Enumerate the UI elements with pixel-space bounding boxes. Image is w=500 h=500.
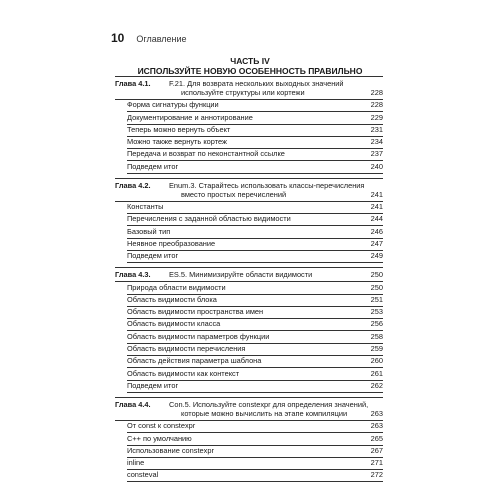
section-entry bbox=[127, 226, 383, 238]
section-page: 263 bbox=[370, 421, 383, 431]
section-title: Использование constexpr bbox=[127, 445, 214, 455]
section-page: 228 bbox=[370, 100, 383, 110]
chapter-label: Глава 4.4. bbox=[115, 399, 151, 409]
section-title: Можно также вернуть кортеж bbox=[127, 137, 227, 147]
section-page: 229 bbox=[370, 112, 383, 122]
section-entry bbox=[127, 421, 383, 433]
section-title: Область видимости класса bbox=[127, 319, 221, 329]
chapter-title: ES.5. Минимизируйте области видимости bbox=[169, 270, 313, 280]
section-entry bbox=[127, 214, 383, 226]
section-title: Форма сигнатуры функции bbox=[127, 100, 219, 110]
section-title: Область действия параметра шаблона bbox=[127, 356, 262, 366]
section-title: От const к constexpr bbox=[127, 421, 196, 431]
section-title: Подведем итог bbox=[127, 380, 179, 390]
chapter-page: 241 bbox=[370, 189, 383, 199]
section-page: 231 bbox=[370, 124, 383, 134]
part-label: ЧАСТЬ IV bbox=[230, 56, 270, 66]
section-title: Передача и возврат по неконстантной ссылке bbox=[127, 149, 285, 159]
section-entry bbox=[127, 282, 383, 294]
section-title: Область видимости перечисления bbox=[127, 344, 246, 354]
section-entry bbox=[127, 161, 383, 173]
section-title: Теперь можно вернуть объект bbox=[127, 124, 231, 134]
section-page: 240 bbox=[370, 161, 383, 171]
section-page: 249 bbox=[370, 251, 383, 261]
section-entry bbox=[127, 381, 383, 393]
chapter-page: 228 bbox=[370, 88, 383, 97]
table-of-contents bbox=[115, 76, 383, 482]
section-page: 267 bbox=[370, 445, 383, 455]
section-page: 253 bbox=[370, 307, 383, 317]
chapter-page: 263 bbox=[370, 408, 383, 418]
section-entry bbox=[127, 112, 383, 124]
section-entry bbox=[127, 251, 383, 263]
section-entry bbox=[127, 331, 383, 343]
section-page: 272 bbox=[370, 470, 383, 480]
page-header bbox=[111, 31, 187, 45]
section-entry bbox=[127, 458, 383, 470]
section-page: 258 bbox=[370, 331, 383, 341]
section-title: С++ по умолчанию bbox=[127, 433, 192, 443]
section-entry bbox=[127, 319, 383, 331]
section-title: Неявное преобразование bbox=[127, 238, 216, 248]
section-entry bbox=[127, 433, 383, 445]
section-page: 261 bbox=[370, 368, 383, 378]
section-title: Подведем итог bbox=[127, 161, 179, 171]
section-entry bbox=[127, 239, 383, 251]
page-number: 10 bbox=[111, 31, 125, 45]
section-entry bbox=[127, 149, 383, 161]
section-title: Область видимости блока bbox=[127, 294, 217, 304]
part-heading bbox=[0, 56, 500, 76]
chapter-entry bbox=[115, 397, 383, 421]
chapter-entry bbox=[115, 178, 383, 202]
section-entry bbox=[127, 307, 383, 319]
section-page: 251 bbox=[370, 294, 383, 304]
chapter-label: Глава 4.2. bbox=[115, 180, 151, 190]
section-entry bbox=[127, 125, 383, 137]
running-title: Оглавление bbox=[136, 34, 187, 44]
chapter-label: Глава 4.3. bbox=[115, 270, 151, 280]
section-title: Перечисления с заданной областью видимости bbox=[127, 214, 291, 224]
chapter-title: F.21. Для возврата нескольких выходных значений используйте структуры или кортежи bbox=[169, 79, 344, 97]
chapter-page: 250 bbox=[370, 270, 383, 280]
chapter-entry bbox=[115, 267, 383, 282]
section-page: 244 bbox=[370, 214, 383, 224]
section-title: Область видимости параметров функции bbox=[127, 331, 270, 341]
section-page: 262 bbox=[370, 380, 383, 390]
section-entry bbox=[127, 446, 383, 458]
part-title: ИСПОЛЬЗУЙТЕ НОВУЮ ОСОБЕННОСТЬ ПРАВИЛЬНО bbox=[137, 66, 363, 76]
section-entry bbox=[127, 202, 383, 214]
section-title: Документирование и аннотирование bbox=[127, 112, 253, 122]
section-page: 241 bbox=[370, 202, 383, 212]
section-page: 271 bbox=[370, 458, 383, 468]
section-page: 259 bbox=[370, 344, 383, 354]
section-title: consteval bbox=[127, 470, 159, 480]
section-title: Область видимости пространства имен bbox=[127, 307, 264, 317]
section-page: 246 bbox=[370, 226, 383, 236]
section-entry bbox=[127, 137, 383, 149]
section-page: 237 bbox=[370, 149, 383, 159]
section-page: 247 bbox=[370, 238, 383, 248]
section-title: Базовый тип bbox=[127, 226, 171, 236]
section-entry bbox=[127, 356, 383, 368]
section-entry bbox=[127, 470, 383, 482]
chapter-label: Глава 4.1. bbox=[115, 79, 151, 88]
section-title: inline bbox=[127, 458, 145, 468]
section-title: Константы bbox=[127, 202, 164, 212]
chapter-title: Con.5. Используйте constexpr для определения значений, которые можно вычислить на этапе компиляции bbox=[169, 399, 369, 418]
section-title: Подведем итог bbox=[127, 251, 179, 261]
section-entry bbox=[127, 295, 383, 307]
section-entry bbox=[127, 368, 383, 380]
section-entry bbox=[127, 100, 383, 112]
section-title: Область видимости как контекст bbox=[127, 368, 240, 378]
section-page: 250 bbox=[370, 282, 383, 292]
section-entry bbox=[127, 344, 383, 356]
section-page: 256 bbox=[370, 319, 383, 329]
section-title: Природа области видимости bbox=[127, 282, 226, 292]
section-page: 234 bbox=[370, 137, 383, 147]
chapter-title: Enum.3. Старайтесь использовать классы-перечисления вместо простых перечислений bbox=[169, 180, 365, 199]
section-page: 260 bbox=[370, 356, 383, 366]
section-page: 265 bbox=[370, 433, 383, 443]
chapter-entry bbox=[115, 76, 383, 100]
